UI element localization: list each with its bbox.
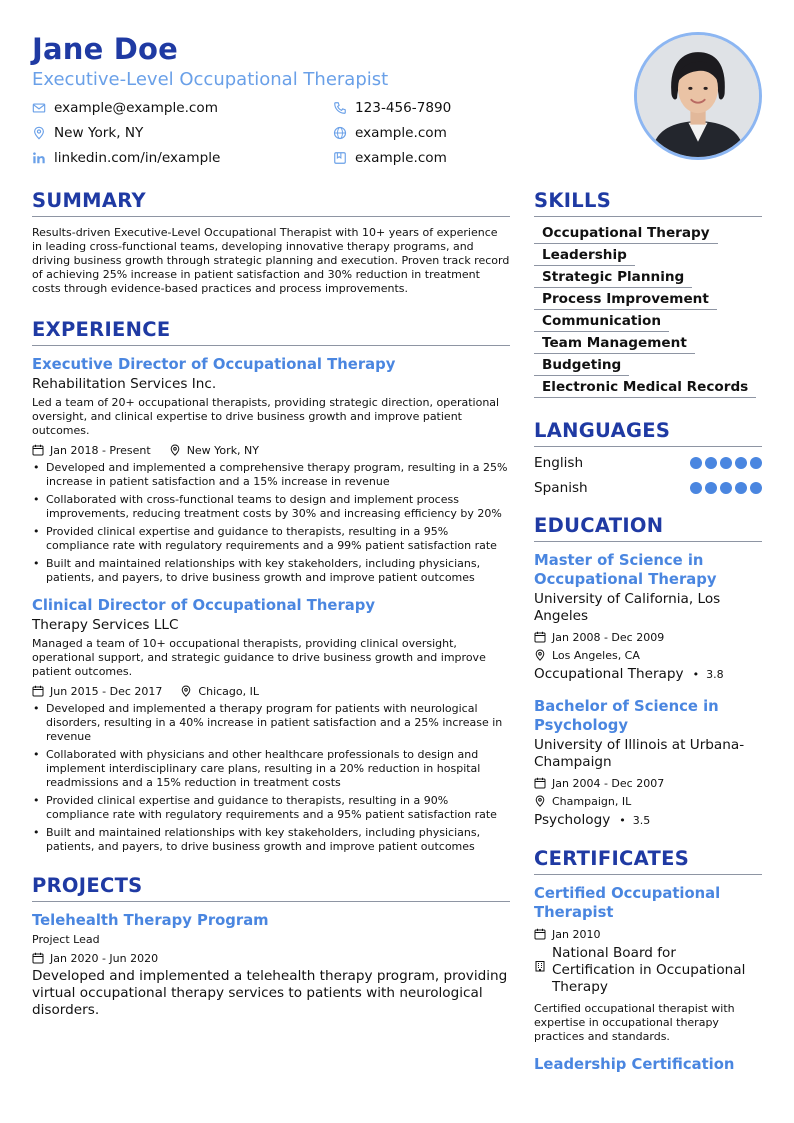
languages-heading: LANGUAGES — [534, 419, 762, 447]
certificate-issuer-row — [534, 945, 762, 996]
education-heading: EDUCATION — [534, 514, 762, 542]
projects-heading: PROJECTS — [32, 874, 510, 902]
location-pin-icon — [32, 126, 46, 140]
calendar-icon — [534, 928, 546, 940]
building-icon — [534, 960, 546, 972]
certificate-title: Certified Occupational Therapist — [534, 885, 721, 921]
profile-photo-icon — [637, 35, 759, 157]
bullet-item: • Collaborated with cross-functional teams to design and implement process improvements, reducing treatment costs by 30% and increasing efficiency by 20% — [32, 493, 510, 521]
certificate-description: Certified occupational therapist with expertise in occupational therapy practices and standards. — [534, 1002, 735, 1043]
location-text: New York, NY — [54, 125, 144, 141]
phone-text: 123-456-7890 — [355, 100, 452, 116]
certificate-issuer: National Board for Certification in Occupational Therapy — [552, 945, 746, 995]
certificate-date-row — [534, 926, 762, 942]
phone-icon — [333, 101, 347, 115]
calendar-icon — [32, 952, 44, 964]
proficiency-dot — [690, 482, 702, 494]
job-company: Therapy Services LLC — [32, 617, 179, 633]
education-field: Occupational Therapy — [534, 666, 684, 682]
job-location: New York, NY — [186, 443, 259, 457]
education-school: University of California, Los Angeles — [534, 591, 721, 624]
skill-tag: Communication — [534, 310, 669, 332]
language-level — [690, 457, 762, 469]
experience-heading: EXPERIENCE — [32, 318, 510, 346]
bullet-item: • Provided clinical expertise and guidance to therapists, resulting in a 90% compliance rate with regulatory requirements and a 95% patient satisfaction rate — [32, 794, 510, 822]
education-item — [534, 551, 762, 682]
education-location-row — [534, 647, 762, 663]
separator-dot: • — [692, 667, 700, 681]
job-location: Chicago, IL — [198, 684, 259, 698]
location-pin-icon — [534, 795, 546, 807]
project-meta — [32, 950, 510, 966]
side-column — [534, 189, 762, 1074]
project-role: Project Lead — [32, 933, 100, 946]
bullet-item: • Built and maintained relationships with key stakeholders, including physicians, patients, and payers, to drive business growth and improve patient outcomes — [32, 826, 510, 854]
contact-phone[interactable] — [333, 99, 553, 117]
profile-photo — [634, 32, 762, 160]
summary-heading: SUMMARY — [32, 189, 510, 217]
education-degree: Bachelor of Science in Psychology — [534, 698, 719, 734]
email-icon — [32, 101, 46, 115]
language-item — [534, 475, 762, 500]
education-location-row — [534, 793, 762, 809]
proficiency-dot — [735, 482, 747, 494]
calendar-icon — [32, 685, 44, 697]
linkedin-icon — [32, 151, 46, 165]
project-description: Developed and implemented a telehealth therapy program, providing virtual occupational therapy services to patients with neurological disorders. — [32, 968, 508, 1018]
proficiency-dot — [690, 457, 702, 469]
skill-tag: Team Management — [534, 332, 695, 354]
contact-email[interactable] — [32, 99, 333, 117]
job-bullets — [32, 702, 510, 854]
main-column — [32, 189, 510, 1019]
job-title: Clinical Director of Occupational Therapy — [32, 597, 375, 614]
languages-list — [534, 450, 762, 500]
proficiency-dot — [750, 482, 762, 494]
education-field: Psychology — [534, 812, 611, 828]
portfolio-text: example.com — [355, 150, 447, 166]
education-location: Los Angeles, CA — [552, 648, 640, 662]
calendar-icon — [534, 631, 546, 643]
skill-tag: Electronic Medical Records — [534, 376, 756, 398]
contact-portfolio[interactable] — [333, 149, 553, 167]
linkedin-text: linkedin.com/in/example — [54, 150, 221, 166]
job-meta — [32, 442, 510, 458]
location-pin-icon — [169, 444, 181, 456]
bullet-item: • Built and maintained relationships with key stakeholders, including physicians, patients, and payers, to drive business growth and improve patient outcomes — [32, 557, 510, 585]
calendar-icon — [32, 444, 44, 456]
bullet-item: • Developed and implemented a therapy program for patients with neurological disorders, resulting in a 40% increase in patient satisfaction and a 25% increase in revenue — [32, 702, 510, 744]
education-location: Champaign, IL — [552, 794, 632, 808]
contact-linkedin[interactable] — [32, 149, 333, 167]
job-bullets — [32, 461, 510, 585]
language-name: Spanish — [534, 479, 588, 496]
separator-dot: • — [619, 813, 626, 827]
project-dates: Jan 2020 - Jun 2020 — [50, 951, 159, 965]
summary-text: Results-driven Executive-Level Occupational Therapist with 10+ years of experience in leading cross-functional teams, developing innovative therapy programs, and driving business growth through strategic planning and execution. Proven track record of achieving 25% increase in patient satisfaction and 30% reduction in treatment costs through evidence-based practices and process improvements. — [32, 226, 510, 295]
education-field-row — [534, 666, 762, 682]
job-description: Managed a team of 10+ occupational therapists, providing clinical oversight, operational support, and strategic guidance to drive business growth and improve patient outcomes. — [32, 637, 486, 678]
certificate-title: Leadership Certification — [534, 1056, 735, 1073]
proficiency-dot — [720, 482, 732, 494]
skill-tag: Leadership — [534, 244, 635, 266]
skills-heading: SKILLS — [534, 189, 762, 217]
proficiency-dot — [705, 482, 717, 494]
education-dates: Jan 2008 - Dec 2009 — [552, 630, 665, 644]
email-text: example@example.com — [54, 100, 218, 116]
bullet-item: • Collaborated with physicians and other healthcare professionals to design and implement interdisciplinary care plans, resulting in a 20% reduction in hospital readmissions and a 15% reduction in treatment costs — [32, 748, 510, 790]
project-title: Telehealth Therapy Program — [32, 912, 269, 929]
experience-item — [32, 597, 510, 854]
language-item — [534, 450, 762, 475]
skill-tag: Process Improvement — [534, 288, 717, 310]
contact-website[interactable] — [333, 124, 553, 142]
education-dates-row — [534, 775, 762, 791]
language-level — [690, 482, 762, 494]
website-text: example.com — [355, 125, 447, 141]
skills-list — [534, 222, 762, 398]
skill-tag: Budgeting — [534, 354, 629, 376]
proficiency-dot — [705, 457, 717, 469]
certificate-date: Jan 2010 — [552, 927, 601, 941]
proficiency-dot — [720, 457, 732, 469]
skill-tag: Occupational Therapy — [534, 222, 718, 244]
experience-item — [32, 356, 510, 585]
education-dates: Jan 2004 - Dec 2007 — [552, 776, 665, 790]
job-meta — [32, 683, 510, 699]
candidate-headline: Executive-Level Occupational Therapist — [32, 69, 389, 90]
language-name: English — [534, 454, 584, 471]
calendar-icon — [534, 777, 546, 789]
skill-tag: Strategic Planning — [534, 266, 692, 288]
candidate-name: Jane Doe — [32, 32, 179, 66]
location-pin-icon — [534, 649, 546, 661]
proficiency-dot — [735, 457, 747, 469]
contact-location — [32, 124, 333, 142]
education-school: University of Illinois at Urbana-Champaign — [534, 737, 745, 770]
proficiency-dot — [750, 457, 762, 469]
education-degree: Master of Science in Occupational Therapy — [534, 552, 717, 588]
job-dates: Jan 2018 - Present — [50, 443, 151, 457]
globe-icon — [333, 126, 347, 140]
bullet-item: • Developed and implemented a comprehensive therapy program, resulting in a 25% increase in patient satisfaction and a 15% increase in revenue — [32, 461, 510, 489]
certificate-item — [534, 884, 762, 1044]
job-title: Executive Director of Occupational Therapy — [32, 356, 396, 373]
contact-list — [32, 99, 552, 167]
location-pin-icon — [180, 685, 192, 697]
education-gpa: 3.5 — [632, 813, 651, 827]
job-dates: Jun 2015 - Dec 2017 — [50, 684, 163, 698]
education-item — [534, 697, 762, 828]
education-field-row — [534, 812, 762, 828]
job-company: Rehabilitation Services Inc. — [32, 376, 217, 392]
project-item — [32, 912, 510, 1019]
certificate-item — [534, 1055, 762, 1074]
job-description: Led a team of 20+ occupational therapists, providing strategic direction, operational oversight, and clinical expertise to drive business growth and improve patient outcomes. — [32, 396, 500, 437]
education-dates-row — [534, 629, 762, 645]
certificates-heading: CERTIFICATES — [534, 847, 762, 875]
education-gpa: 3.8 — [706, 667, 724, 681]
bullet-item: • Provided clinical expertise and guidance to therapists, resulting in a 95% compliance rate with regulatory requirements and a 99% patient satisfaction rate — [32, 525, 510, 553]
portfolio-icon — [333, 151, 347, 165]
